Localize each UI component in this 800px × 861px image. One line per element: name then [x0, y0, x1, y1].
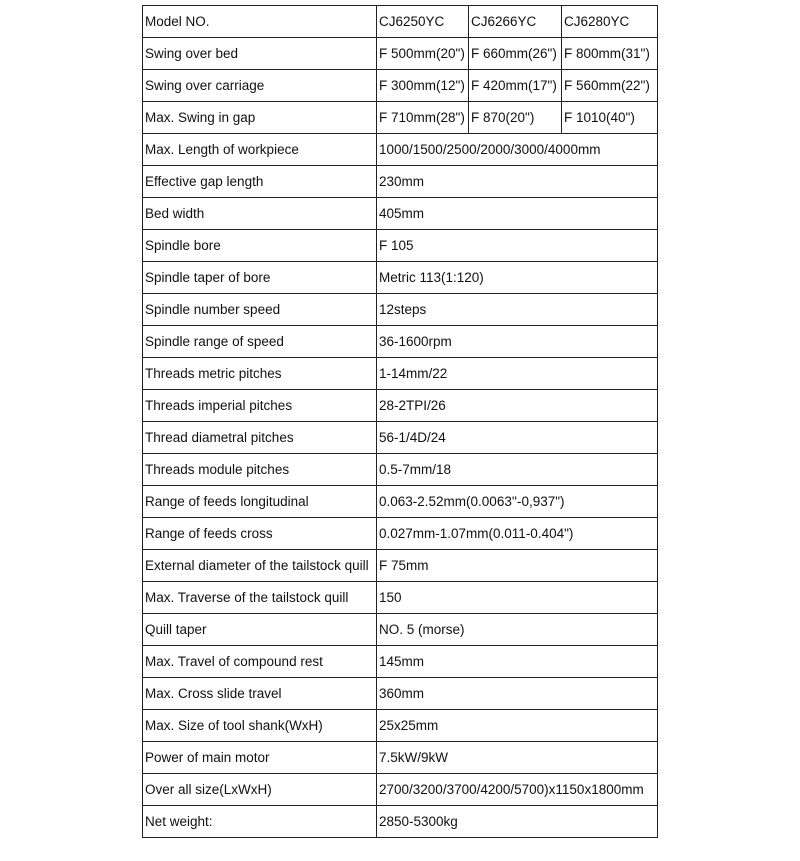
- table-row: [143, 454, 658, 486]
- row-label-cell: Effective gap length: [143, 166, 377, 198]
- table-row-swing-over-carriage: [143, 70, 658, 102]
- row-value-cell: 12steps: [377, 294, 658, 326]
- table-row: [143, 198, 658, 230]
- row-label-cell: Swing over carriage: [143, 70, 377, 102]
- row-value-cell: F 560mm(22"): [562, 70, 658, 102]
- row-label-cell: Power of main motor: [143, 742, 377, 774]
- row-label-cell: Bed width: [143, 198, 377, 230]
- table-row: [143, 710, 658, 742]
- table-row: [143, 678, 658, 710]
- table-row: [143, 486, 658, 518]
- row-value-cell: 145mm: [377, 646, 658, 678]
- table-row: [143, 166, 658, 198]
- table-row: [143, 262, 658, 294]
- row-value-cell: 0.027mm-1.07mm(0.011-0.404"): [377, 518, 658, 550]
- specifications-table: [142, 5, 658, 838]
- row-label-cell: Spindle range of speed: [143, 326, 377, 358]
- row-value-cell: F 1010(40"): [562, 102, 658, 134]
- row-label-cell: Net weight:: [143, 806, 377, 838]
- row-value-cell: 360mm: [377, 678, 658, 710]
- row-label-cell: Max. Swing in gap: [143, 102, 377, 134]
- table-row: [143, 774, 658, 806]
- row-label-cell: Max. Length of workpiece: [143, 134, 377, 166]
- row-value-cell: 150: [377, 582, 658, 614]
- table-row: [143, 614, 658, 646]
- row-value-cell: 36-1600rpm: [377, 326, 658, 358]
- table-row: [143, 230, 658, 262]
- row-value-cell: F 870(20"): [469, 102, 562, 134]
- row-value-cell: F 500mm(20"): [377, 38, 469, 70]
- model-cell-cj6280yc: CJ6280YC: [562, 6, 658, 38]
- row-label-cell: Range of feeds cross: [143, 518, 377, 550]
- row-label-cell: Threads imperial pitches: [143, 390, 377, 422]
- row-label-cell: Max. Size of tool shank(WxH): [143, 710, 377, 742]
- table-row: [143, 582, 658, 614]
- table-row: [143, 518, 658, 550]
- row-label-cell: Threads module pitches: [143, 454, 377, 486]
- specifications-table-body: [143, 6, 658, 838]
- row-label-cell: Spindle number speed: [143, 294, 377, 326]
- row-value-cell: 2850-5300kg: [377, 806, 658, 838]
- row-value-cell: 0.063-2.52mm(0.0063''-0,937"): [377, 486, 658, 518]
- table-row: [143, 358, 658, 390]
- header-label-cell: Model NO.: [143, 6, 377, 38]
- row-value-cell: F 300mm(12"): [377, 70, 469, 102]
- table-header-row: [143, 6, 658, 38]
- table-row: [143, 294, 658, 326]
- row-label-cell: Spindle bore: [143, 230, 377, 262]
- row-value-cell: F 75mm: [377, 550, 658, 582]
- table-row: [143, 326, 658, 358]
- row-label-cell: Max. Travel of compound rest: [143, 646, 377, 678]
- row-label-cell: External diameter of the tailstock quill: [143, 550, 377, 582]
- row-label-cell: Spindle taper of bore: [143, 262, 377, 294]
- row-value-cell: 7.5kW/9kW: [377, 742, 658, 774]
- row-value-cell: NO. 5 (morse): [377, 614, 658, 646]
- row-value-cell: 230mm: [377, 166, 658, 198]
- row-value-cell: F 660mm(26"): [469, 38, 562, 70]
- row-label-cell: Thread diametral pitches: [143, 422, 377, 454]
- table-row: [143, 806, 658, 838]
- table-row: [143, 134, 658, 166]
- row-value-cell: 28-2TPI/26: [377, 390, 658, 422]
- row-value-cell: 0.5-7mm/18: [377, 454, 658, 486]
- row-label-cell: Max. Traverse of the tailstock quill: [143, 582, 377, 614]
- table-row-max-swing-in-gap: [143, 102, 658, 134]
- row-value-cell: F 420mm(17"): [469, 70, 562, 102]
- table-row-swing-over-bed: [143, 38, 658, 70]
- table-row: [143, 742, 658, 774]
- row-value-cell: Metric 113(1:120): [377, 262, 658, 294]
- row-value-cell: 56-1/4D/24: [377, 422, 658, 454]
- row-label-cell: Max. Cross slide travel: [143, 678, 377, 710]
- model-cell-cj6250yc: CJ6250YC: [377, 6, 469, 38]
- row-value-cell: 25x25mm: [377, 710, 658, 742]
- table-row: [143, 390, 658, 422]
- table-row: [143, 422, 658, 454]
- table-row: [143, 550, 658, 582]
- row-value-cell: F 105: [377, 230, 658, 262]
- row-label-cell: Quill taper: [143, 614, 377, 646]
- row-value-cell: 405mm: [377, 198, 658, 230]
- row-value-cell: 1-14mm/22: [377, 358, 658, 390]
- row-value-cell: 2700/3200/3700/4200/5700)x1150x1800mm: [377, 774, 658, 806]
- model-cell-cj6266yc: CJ6266YC: [469, 6, 562, 38]
- row-value-cell: F 800mm(31"): [562, 38, 658, 70]
- row-label-cell: Over all size(LxWxH): [143, 774, 377, 806]
- table-row: [143, 646, 658, 678]
- row-value-cell: F 710mm(28"): [377, 102, 469, 134]
- row-label-cell: Swing over bed: [143, 38, 377, 70]
- row-value-cell: 1000/1500/2500/2000/3000/4000mm: [377, 134, 658, 166]
- row-label-cell: Range of feeds longitudinal: [143, 486, 377, 518]
- row-label-cell: Threads metric pitches: [143, 358, 377, 390]
